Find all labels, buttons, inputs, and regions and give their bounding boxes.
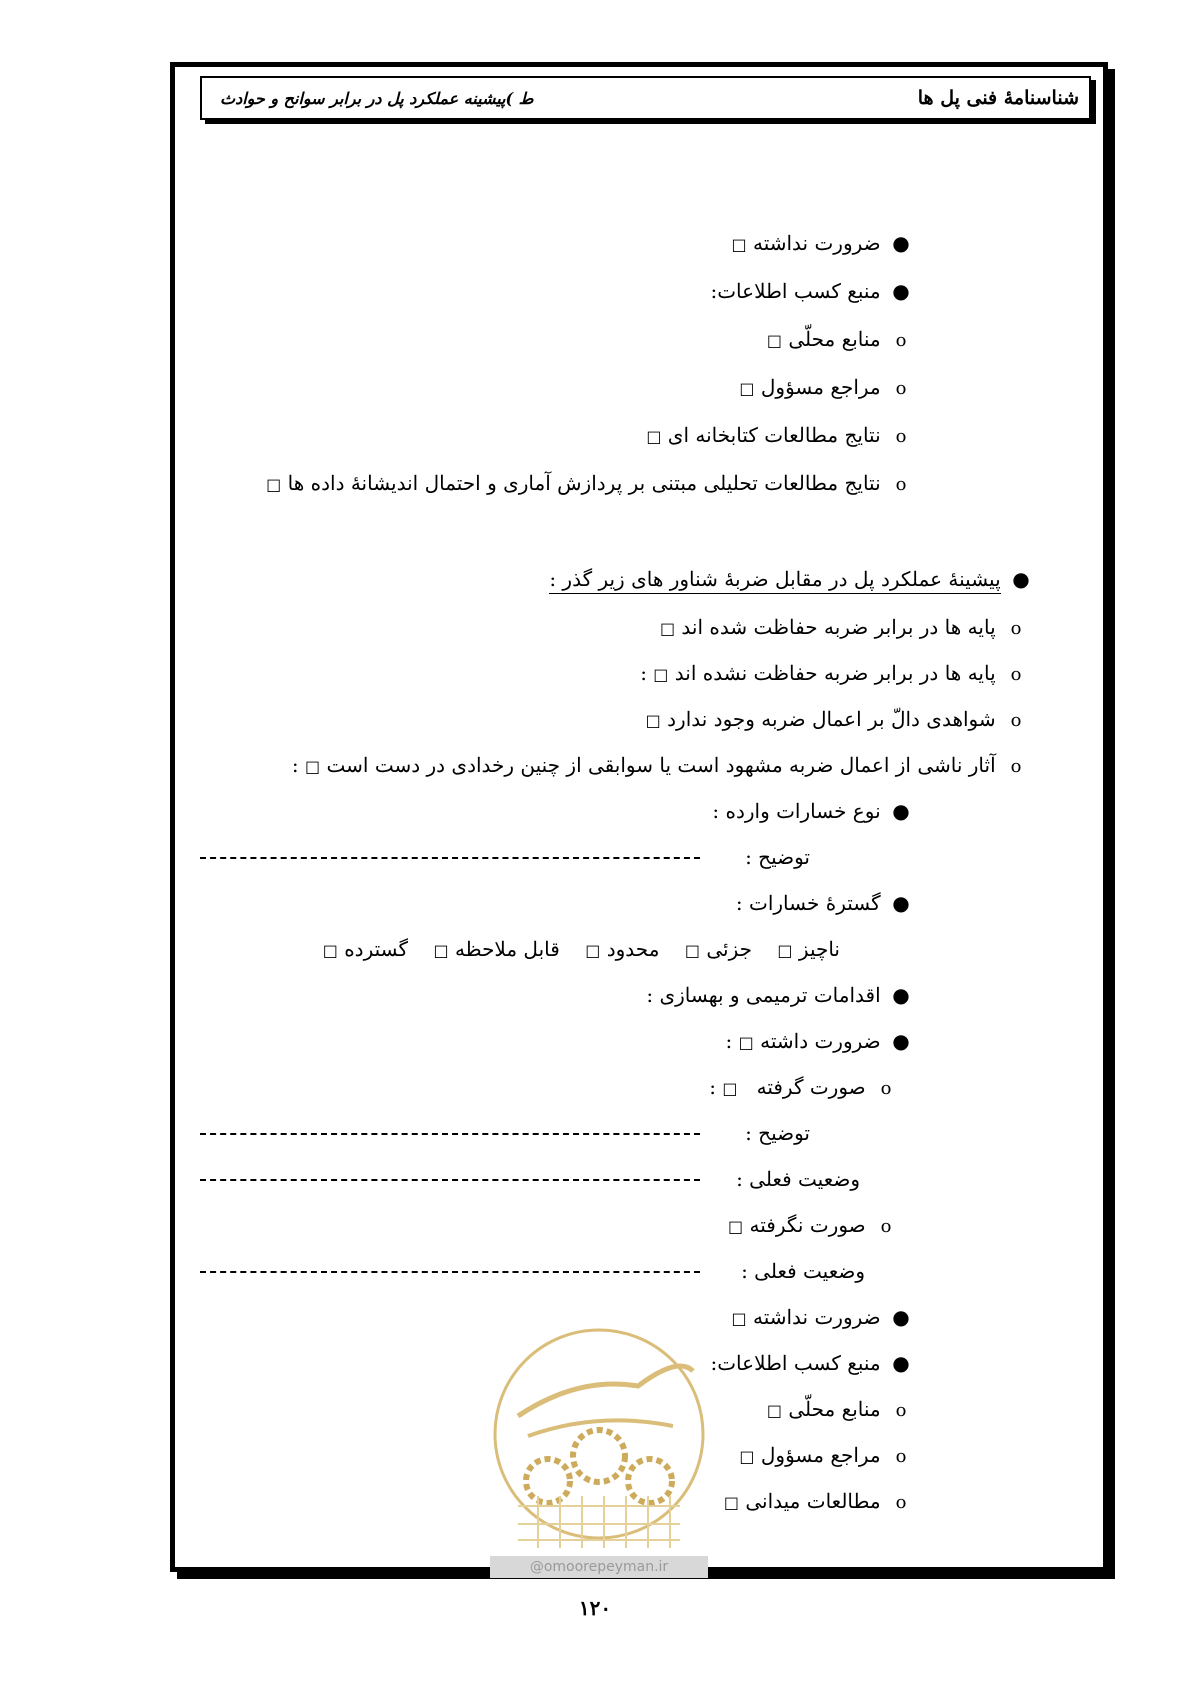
fill-line[interactable]	[200, 1179, 700, 1181]
circle-bullet-icon: o	[1010, 756, 1022, 777]
description-label: توضیح :	[745, 1121, 810, 1145]
bullet-icon: ●	[1012, 567, 1030, 591]
circle-bullet-icon: o	[895, 1400, 907, 1421]
list-item-not-done: o صورت نگرفته □	[728, 1210, 900, 1240]
checkbox[interactable]: □	[653, 665, 669, 684]
list-item-sub: o مطالعات میدانی □	[724, 1486, 915, 1516]
checkbox[interactable]: □	[645, 711, 661, 730]
bullet-icon: ●	[892, 983, 910, 1007]
circle-bullet-icon: o	[1010, 618, 1022, 639]
bullet-icon: ●	[892, 799, 910, 823]
document-title: شناسنامهٔ فنی پل ها	[917, 87, 1079, 109]
circle-bullet-icon: o	[1010, 710, 1022, 731]
circle-bullet-icon: o	[895, 1446, 907, 1467]
fill-line[interactable]	[200, 1133, 700, 1135]
list-item-sub: o نتایج مطالعات تحلیلی مبتنی بر پردازش آماری و احتمال اندیشانهٔ داده ها □	[266, 468, 915, 498]
list-item-damage-extent: ● گسترهٔ خسارات :	[736, 888, 915, 918]
fill-line[interactable]	[200, 857, 700, 859]
bullet-icon: ●	[892, 1351, 910, 1375]
checkbox[interactable]: □	[766, 1401, 782, 1420]
circle-bullet-icon: o	[895, 426, 907, 447]
circle-bullet-icon: o	[895, 474, 907, 495]
list-item-sub: o مراجع مسؤول □	[739, 372, 915, 402]
list-item-sub: o مراجع مسؤول □	[739, 1440, 915, 1470]
watermark-logo-icon	[488, 1316, 710, 1556]
circle-bullet-icon: o	[880, 1078, 892, 1099]
list-item-sub: o منابع محلّی □	[767, 324, 915, 354]
checkbox[interactable]: □	[722, 1079, 738, 1098]
list-item-needed: ● ضرورت داشته □ :	[726, 1026, 915, 1056]
circle-bullet-icon: o	[895, 378, 907, 399]
section-title: ط )پیشینه عملکرد پل در برابر سوانح و حوادث	[220, 88, 534, 108]
watermark-url: @omoorepeyman.ir	[490, 1556, 708, 1578]
checkbox[interactable]: □	[585, 941, 601, 960]
bullet-icon: ●	[892, 279, 910, 303]
list-item-sub: o منابع محلّی □	[767, 1394, 915, 1424]
checkbox[interactable]: □	[731, 1309, 747, 1328]
page-number: ۱۲۰	[578, 1596, 612, 1620]
list-item-done: o صورت گرفته □ :	[709, 1072, 900, 1102]
bullet-icon: ●	[892, 231, 910, 255]
checkbox[interactable]: □	[766, 331, 782, 350]
checkbox[interactable]: □	[305, 757, 321, 776]
bullet-icon: ●	[892, 891, 910, 915]
checkbox[interactable]: □	[266, 475, 282, 494]
checkbox[interactable]: □	[684, 941, 700, 960]
circle-bullet-icon: o	[1010, 664, 1022, 685]
checkbox[interactable]: □	[646, 427, 662, 446]
checkbox[interactable]: □	[322, 941, 338, 960]
list-item-not-needed: ● ضرورت نداشته □	[732, 228, 916, 258]
extent-options: ناچیز □ جزئی □ محدود □ قابل ملاحظه □ گسترده □	[322, 937, 840, 961]
circle-bullet-icon: o	[895, 1492, 907, 1513]
list-item-source: ● منبع کسب اطلاعات:	[710, 276, 915, 306]
list-item-damage-type: ● نوع خسارات وارده :	[712, 796, 915, 826]
checkbox[interactable]: □	[433, 941, 449, 960]
checkbox[interactable]: □	[731, 235, 747, 254]
current-status-label: وضعیت فعلی :	[741, 1259, 865, 1283]
checkbox[interactable]: □	[728, 1217, 744, 1236]
impact-heading: ● پیشینهٔ عملکرد پل در مقابل ضربهٔ شناور های زیر گذر :	[549, 564, 1035, 594]
current-status-label: وضعیت فعلی :	[736, 1167, 860, 1191]
checkbox[interactable]: □	[723, 1493, 739, 1512]
description-label: توضیح :	[745, 845, 810, 869]
list-item-sub: o آثار ناشی از اعمال ضربه مشهود است یا سوابقی از چنین رخدادی در دست است □ :	[292, 750, 1030, 780]
circle-bullet-icon: o	[880, 1216, 892, 1237]
bullet-icon: ●	[892, 1029, 910, 1053]
list-item-sub: o پایه ها در برابر ضربه حفاظت نشده اند □ :	[640, 658, 1030, 688]
checkbox[interactable]: □	[739, 1447, 755, 1466]
checkbox[interactable]: □	[777, 941, 793, 960]
list-item-not-needed: ● ضرورت نداشته □	[732, 1302, 916, 1332]
list-item-sub: o نتایج مطالعات کتابخانه ای □	[646, 420, 915, 450]
checkbox[interactable]: □	[739, 379, 755, 398]
list-item-repair: ● اقدامات ترمیمی و بهسازی :	[646, 980, 915, 1010]
list-item-sub: o پایه ها در برابر ضربه حفاظت شده اند □	[660, 612, 1030, 642]
list-item-sub: o شواهدی دالّ بر اعمال ضربه وجود ندارد □	[646, 704, 1030, 734]
list-item-source: ● منبع کسب اطلاعات:	[710, 1348, 915, 1378]
fill-line[interactable]	[200, 1271, 700, 1273]
checkbox[interactable]: □	[738, 1033, 754, 1052]
checkbox[interactable]: □	[659, 619, 676, 638]
page-header	[200, 76, 1091, 120]
bullet-icon: ●	[892, 1305, 910, 1329]
circle-bullet-icon: o	[895, 330, 907, 351]
